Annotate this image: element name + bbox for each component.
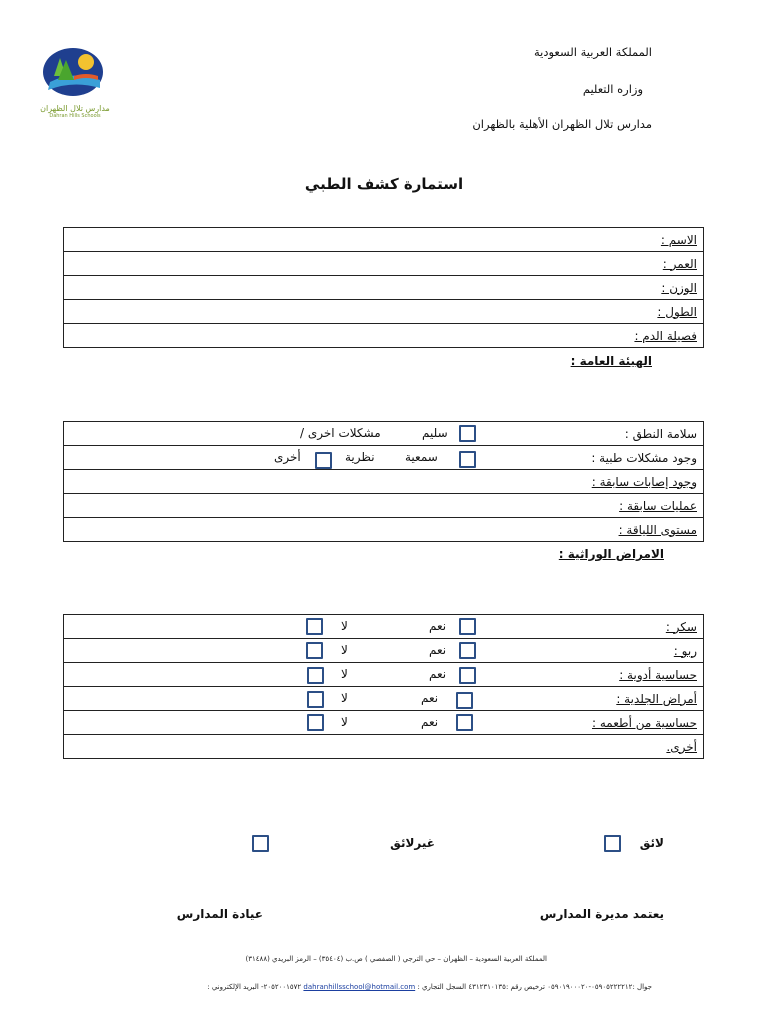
diabetes-yes-label: نعم — [429, 619, 447, 633]
fit-label: لائق — [639, 836, 664, 850]
diabetes-yes-checkbox[interactable] — [459, 618, 476, 635]
unfit-label: غيرلائق — [390, 836, 435, 850]
drug-allergy-row — [64, 663, 704, 687]
injuries-label: وجود إصابات سابقة : — [591, 474, 697, 489]
unfit-checkbox[interactable] — [252, 835, 269, 852]
operations-label: عمليات سابقة : — [619, 498, 697, 513]
name-field[interactable] — [64, 228, 704, 252]
weight-label: الوزن : — [661, 280, 697, 295]
diabetes-no-label: لا — [341, 619, 348, 633]
diabetes-label: سكر : — [665, 619, 697, 634]
food-allergy-yes-checkbox[interactable] — [456, 714, 473, 731]
height-label: الطول : — [657, 304, 697, 319]
diabetes-row — [64, 615, 704, 639]
logo-name-en: Dahran Hills Schools — [49, 113, 101, 119]
weight-field[interactable] — [64, 276, 704, 300]
vision-label: نظرية — [345, 450, 375, 464]
vision-checkbox[interactable] — [315, 452, 332, 469]
asthma-row — [64, 639, 704, 663]
school-logo — [40, 46, 110, 119]
hereditary-section-heading: الامراض الوراثية : — [558, 547, 664, 561]
medical-row — [64, 446, 704, 470]
speech-ok-checkbox[interactable] — [459, 425, 476, 442]
operations-field[interactable] — [64, 494, 704, 518]
asthma-label: ربو : — [673, 643, 697, 658]
blood-type-label: فصيلة الدم : — [634, 328, 697, 343]
other-medical-label: أخرى — [274, 450, 301, 464]
header-ministry: وزاره التعليم — [582, 82, 643, 96]
general-table — [63, 421, 704, 542]
skin-disease-no-label: لا — [341, 691, 348, 705]
speech-label: سلامة النطق : — [624, 426, 697, 441]
speech-other-label: مشكلات اخرى / — [300, 426, 381, 440]
drug-allergy-no-label: لا — [341, 667, 348, 681]
fitness-label: مستوى اللياقة : — [618, 522, 697, 537]
page-title: استمارة كشف الطبي — [304, 175, 464, 193]
asthma-yes-checkbox[interactable] — [459, 642, 476, 659]
asthma-no-checkbox[interactable] — [306, 642, 323, 659]
medical-label: وجود مشكلات طبية : — [591, 450, 697, 465]
height-field[interactable] — [64, 300, 704, 324]
fit-checkbox[interactable] — [604, 835, 621, 852]
personal-info-table — [63, 227, 704, 348]
footer-address: المملكة العربية السعودية – الظهران – حي الترجي ( الصفصي ) ص.ب (٣٥٤٠٤) – الرمز البريدي (٣١٤٨٨) — [245, 955, 547, 963]
name-label: الاسم : — [660, 232, 697, 247]
footer-contact-a: جوال :٠٥٩٠٥٢٢٢٢١٢-٠٥٩٠١٩٠٠٠٢٠ ترخيص رقم :٤٣١٢٣١٠١٣٥ السجل التجاري : — [417, 983, 652, 991]
asthma-yes-label: نعم — [429, 643, 447, 657]
blood-type-field[interactable] — [64, 324, 704, 348]
drug-allergy-yes-label: نعم — [429, 667, 447, 681]
injuries-field[interactable] — [64, 470, 704, 494]
drug-allergy-label: حساسية أدوية : — [619, 667, 697, 682]
hearing-checkbox[interactable] — [459, 451, 476, 468]
drug-allergy-yes-checkbox[interactable] — [459, 667, 476, 684]
skin-disease-row — [64, 687, 704, 711]
food-allergy-no-label: لا — [341, 715, 348, 729]
footer-email-link[interactable]: dahranhillsschool@hotmail.com — [303, 983, 416, 991]
speech-ok-label: سليم — [422, 426, 448, 440]
logo-name-ar: مدارس تلال الظهران — [40, 104, 110, 113]
skin-disease-yes-checkbox[interactable] — [456, 692, 473, 709]
header-kingdom: المملكة العربية السعودية — [534, 45, 652, 59]
diabetes-no-checkbox[interactable] — [306, 618, 323, 635]
skin-disease-label: أمراض الجلدية : — [616, 691, 697, 706]
food-allergy-row — [64, 711, 704, 735]
principal-signature-label: يعتمد مديرة المدارس — [539, 907, 664, 921]
hereditary-table — [63, 614, 704, 759]
food-allergy-no-checkbox[interactable] — [307, 714, 324, 731]
skin-disease-yes-label: نعم — [421, 691, 439, 705]
general-section-heading: الهيئة العامة : — [570, 354, 652, 368]
food-allergy-label: حساسية من أطعمه : — [592, 715, 697, 730]
food-allergy-yes-label: نعم — [421, 715, 439, 729]
speech-row — [64, 422, 704, 446]
footer-contact — [207, 983, 652, 991]
skin-disease-no-checkbox[interactable] — [307, 691, 324, 708]
hearing-label: سمعية — [405, 450, 438, 464]
fitness-field[interactable] — [64, 518, 704, 542]
other-diseases-label: أخرى. — [666, 739, 697, 754]
age-label: العمر : — [662, 256, 697, 271]
asthma-no-label: لا — [341, 643, 348, 657]
footer-contact-b: ٢٠٥٢٠٠١٥٧٢- البريد الإلكتروني : — [207, 983, 302, 991]
age-field[interactable] — [64, 252, 704, 276]
drug-allergy-no-checkbox[interactable] — [307, 667, 324, 684]
other-diseases-field[interactable] — [64, 735, 704, 759]
header-school: مدارس تلال الظهران الأهلية بالظهران — [472, 117, 652, 131]
clinic-signature-label: عيادة المدارس — [176, 907, 263, 921]
